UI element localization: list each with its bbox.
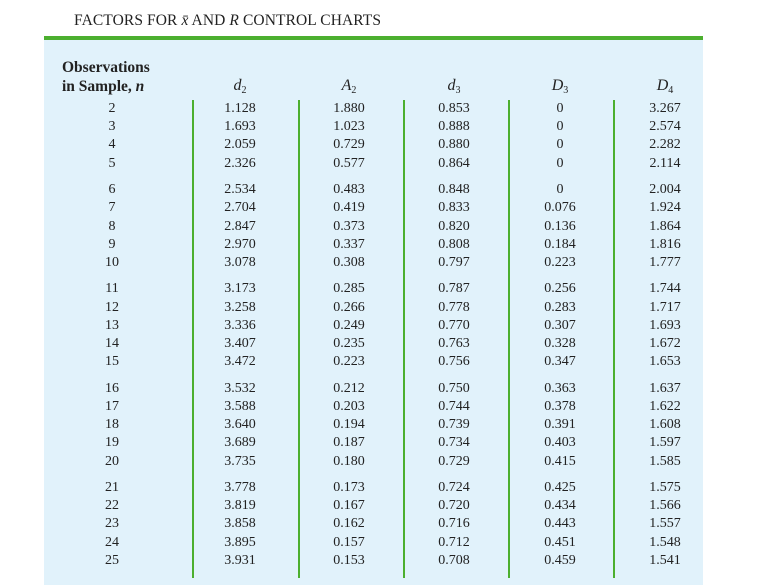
column-rule <box>298 100 300 578</box>
a2-cell: 0.249 <box>333 317 365 333</box>
a2-cell: 1.880 <box>333 101 365 116</box>
sample-size-cell: 21 <box>105 480 119 495</box>
d3-upper-cell: 0.076 <box>544 200 576 216</box>
sample-size-cell: 12 <box>105 299 119 315</box>
d4-cell: 1.777 <box>649 254 681 270</box>
d2-cell: 3.778 <box>224 480 256 495</box>
d3-cell: 0.808 <box>438 236 470 252</box>
a2-cell: 0.187 <box>333 435 365 451</box>
d3-cell: 0.880 <box>438 137 470 153</box>
a2-cell: 0.577 <box>333 155 365 171</box>
d2-cell: 3.819 <box>224 498 256 514</box>
d3-cell: 0.763 <box>438 336 470 351</box>
d4-cell: 1.816 <box>649 236 681 252</box>
d3-upper-cell: 0.459 <box>544 552 576 568</box>
d3-cell: 0.797 <box>438 254 470 270</box>
d3-upper-cell: 0.363 <box>544 380 576 396</box>
d3-cell: 0.734 <box>438 435 470 451</box>
page-title <box>74 12 381 30</box>
observations-header <box>62 58 150 96</box>
d3-cell: 0.712 <box>438 534 470 550</box>
d2-cell: 3.931 <box>224 552 256 568</box>
d3-upper-cell: 0.403 <box>544 435 576 451</box>
d3-cell: 0.729 <box>438 453 470 469</box>
column-rule <box>192 100 194 578</box>
a2-cell: 0.153 <box>333 552 365 568</box>
d4-cell: 1.653 <box>649 354 681 370</box>
column-rule <box>403 100 405 578</box>
d2-cell: 2.059 <box>224 137 256 153</box>
a2-cell: 0.173 <box>333 480 365 495</box>
a2-cell: 0.373 <box>333 218 365 234</box>
d3-upper-cell: 0.184 <box>544 236 576 252</box>
d3-cell: 0.888 <box>438 119 470 135</box>
d2-cell: 3.173 <box>224 281 256 297</box>
d4-cell: 1.566 <box>649 498 681 514</box>
sample-size-cell: 18 <box>105 417 119 433</box>
a2-cell: 0.729 <box>333 137 365 153</box>
d2-cell: 3.532 <box>224 380 256 396</box>
sample-size-cell: 10 <box>105 254 119 270</box>
a2-cell: 0.337 <box>333 236 365 252</box>
d4-cell: 2.574 <box>649 119 681 135</box>
d3-cell: 0.778 <box>438 299 470 315</box>
d4-cell: 1.744 <box>649 281 681 297</box>
sample-size-cell: 7 <box>108 200 116 216</box>
sample-size-cell: 5 <box>108 155 116 171</box>
d3-upper-cell: 0.256 <box>544 281 576 297</box>
observations-header-line1: Observations <box>62 59 150 76</box>
sample-size-cell: 16 <box>105 380 119 396</box>
sample-size-cell: 8 <box>108 218 116 234</box>
a2-cell: 0.203 <box>333 398 365 414</box>
sample-size-cell: 3 <box>108 119 116 135</box>
a2-cell: 0.308 <box>333 254 365 270</box>
column-header-d4: $D_4$ <box>656 77 674 96</box>
d2-cell: 2.326 <box>224 155 256 171</box>
column-rule <box>508 100 510 578</box>
d3-upper-cell: 0 <box>556 155 564 171</box>
d2-cell: 3.472 <box>224 354 256 370</box>
d2-cell: 3.895 <box>224 534 256 550</box>
d2-cell: 3.258 <box>224 299 256 315</box>
d3-upper-cell: 0.347 <box>544 354 576 370</box>
d3-cell: 0.787 <box>438 281 470 297</box>
d2-cell: 2.704 <box>224 200 256 216</box>
sample-size-cell: 20 <box>105 453 119 469</box>
a2-cell: 0.223 <box>333 354 365 370</box>
d3-cell: 0.708 <box>438 552 470 568</box>
d4-cell: 1.622 <box>649 398 681 414</box>
d3-cell: 0.739 <box>438 417 470 433</box>
d3-upper-cell: 0 <box>556 137 564 153</box>
sample-size-cell: 9 <box>108 236 116 252</box>
d4-cell: 1.575 <box>649 480 681 495</box>
d3-cell: 0.820 <box>438 218 470 234</box>
a2-cell: 0.157 <box>333 534 365 550</box>
d2-cell: 3.336 <box>224 317 256 333</box>
sample-size-cell: 19 <box>105 435 119 451</box>
d3-cell: 0.833 <box>438 200 470 216</box>
d3-upper-cell: 0.307 <box>544 317 576 333</box>
sample-size-cell: 24 <box>105 534 119 550</box>
d2-cell: 3.689 <box>224 435 256 451</box>
d4-cell: 1.585 <box>649 453 681 469</box>
d3-cell: 0.744 <box>438 398 470 414</box>
a2-cell: 0.180 <box>333 453 365 469</box>
title-suffix: CONTROL CHARTS <box>239 12 382 29</box>
d4-cell: 1.693 <box>649 317 681 333</box>
title-xbar: x̄ <box>181 12 189 29</box>
d3-upper-cell: 0.283 <box>544 299 576 315</box>
sample-size-cell: 6 <box>108 182 116 198</box>
d4-cell: 1.717 <box>649 299 681 315</box>
d2-cell: 3.858 <box>224 516 256 532</box>
d4-cell: 2.004 <box>649 182 681 198</box>
a2-cell: 0.285 <box>333 281 365 297</box>
d3-upper-cell: 0 <box>556 119 564 135</box>
a2-cell: 0.419 <box>333 200 365 216</box>
d2-cell: 2.847 <box>224 218 256 234</box>
d3-upper-cell: 0.223 <box>544 254 576 270</box>
d3-cell: 0.848 <box>438 182 470 198</box>
column-rule <box>613 100 615 578</box>
d2-cell: 2.970 <box>224 236 256 252</box>
a2-cell: 1.023 <box>333 119 365 135</box>
d3-upper-cell: 0 <box>556 101 564 116</box>
sample-size-cell: 2 <box>108 101 116 116</box>
d4-cell: 1.864 <box>649 218 681 234</box>
d3-upper-cell: 0.434 <box>544 498 576 514</box>
d2-cell: 3.078 <box>224 254 256 270</box>
d3-cell: 0.770 <box>438 317 470 333</box>
a2-cell: 0.212 <box>333 380 365 396</box>
d4-cell: 1.597 <box>649 435 681 451</box>
title-prefix: FACTORS FOR <box>74 12 182 29</box>
d4-cell: 1.672 <box>649 336 681 351</box>
d4-cell: 1.924 <box>649 200 681 216</box>
d4-cell: 1.541 <box>649 552 681 568</box>
d3-upper-cell: 0.378 <box>544 398 576 414</box>
sample-size-cell: 4 <box>108 137 116 153</box>
a2-cell: 0.235 <box>333 336 365 351</box>
d3-upper-cell: 0.415 <box>544 453 576 469</box>
d3-upper-cell: 0.443 <box>544 516 576 532</box>
title-r: R <box>229 12 239 29</box>
a2-cell: 0.194 <box>333 417 365 433</box>
sample-size-cell: 14 <box>105 336 119 351</box>
d3-cell: 0.716 <box>438 516 470 532</box>
column-header-d2: $d_2$ <box>233 77 247 96</box>
d4-cell: 1.637 <box>649 380 681 396</box>
d3-upper-cell: 0 <box>556 182 564 198</box>
d3-cell: 0.720 <box>438 498 470 514</box>
d4-cell: 1.608 <box>649 417 681 433</box>
d4-cell: 1.557 <box>649 516 681 532</box>
column-header-d3-upper: $D_3$ <box>551 77 569 96</box>
d3-upper-cell: 0.391 <box>544 417 576 433</box>
sample-size-cell: 11 <box>105 281 119 297</box>
d3-upper-cell: 0.451 <box>544 534 576 550</box>
title-middle: AND <box>188 12 230 29</box>
a2-cell: 0.483 <box>333 182 365 198</box>
d3-cell: 0.756 <box>438 354 470 370</box>
d3-cell: 0.724 <box>438 480 470 495</box>
d3-upper-cell: 0.136 <box>544 218 576 234</box>
sample-size-cell: 25 <box>105 552 119 568</box>
d4-cell: 2.114 <box>649 155 681 171</box>
d3-cell: 0.750 <box>438 380 470 396</box>
d2-cell: 3.640 <box>224 417 256 433</box>
d2-cell: 3.588 <box>224 398 256 414</box>
d3-upper-cell: 0.328 <box>544 336 576 351</box>
d3-upper-cell: 0.425 <box>544 480 576 495</box>
d4-cell: 2.282 <box>649 137 681 153</box>
column-header-d3: $d_3$ <box>447 77 461 96</box>
sample-size-cell: 23 <box>105 516 119 532</box>
d4-cell: 3.267 <box>649 101 681 116</box>
a2-cell: 0.162 <box>333 516 365 532</box>
d4-cell: 1.548 <box>649 534 681 550</box>
d3-cell: 0.853 <box>438 101 470 116</box>
d2-cell: 3.407 <box>224 336 256 351</box>
d3-cell: 0.864 <box>438 155 470 171</box>
column-header-a2: $A_2$ <box>341 77 357 96</box>
sample-size-cell: 17 <box>105 398 119 414</box>
sample-size-cell: 22 <box>105 498 119 514</box>
d2-cell: 3.735 <box>224 453 256 469</box>
d2-cell: 1.693 <box>224 119 256 135</box>
d2-cell: 1.128 <box>224 101 256 116</box>
observations-header-line2: in Sample, n <box>62 78 145 95</box>
d2-cell: 2.534 <box>224 182 256 198</box>
sample-size-cell: 13 <box>105 317 119 333</box>
a2-cell: 0.167 <box>333 498 365 514</box>
a2-cell: 0.266 <box>333 299 365 315</box>
sample-size-cell: 15 <box>105 354 119 370</box>
